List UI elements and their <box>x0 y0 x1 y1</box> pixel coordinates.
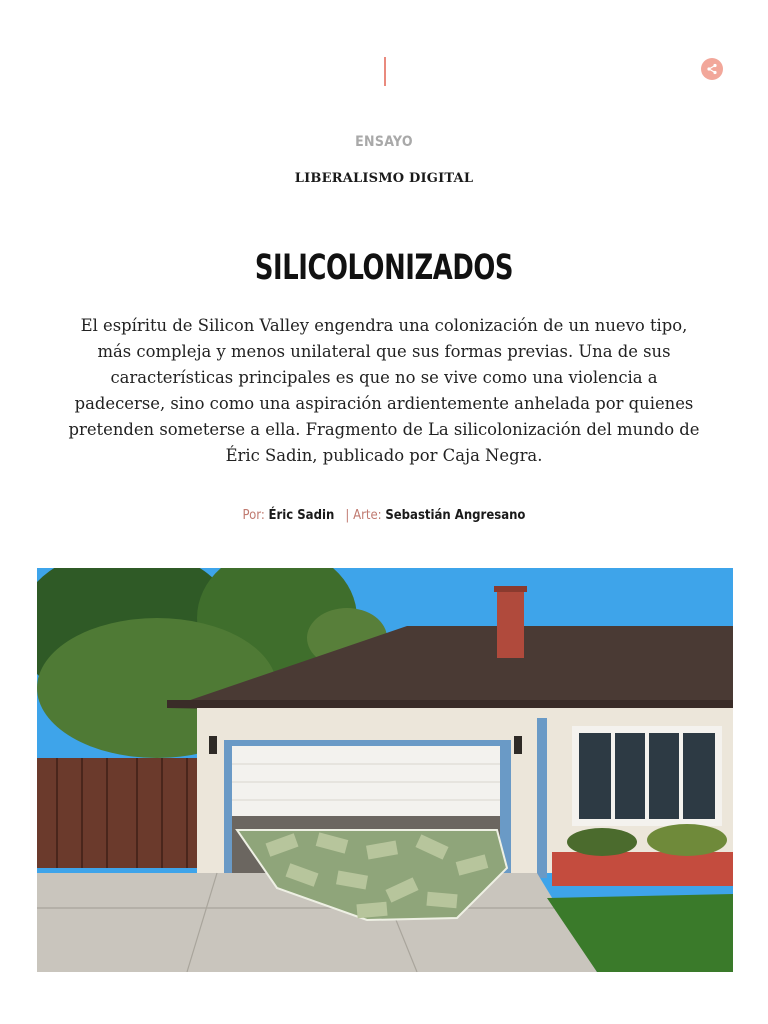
article-summary: El espíritu de Silicon Valley engendra una colonización de un nuevo tipo, más compleja y menos unilateral que sus formas previas. Una de sus características principales es que no se vive como una violencia a padecerse, sino como una aspiración ardientemente anhelada por quienes pretenden someterse a ella. Fragmento de La silicolonización del mundo de Éric Sadin, publicado por Caja Negra. <box>68 316 700 465</box>
article-title: SILICOLONIZADOS <box>254 248 514 288</box>
art-label: | Arte: <box>345 508 382 523</box>
section-label: ENSAYO <box>355 134 413 150</box>
category-link[interactable]: LIBERALISMO DIGITAL <box>294 171 474 186</box>
share-icon <box>706 63 718 75</box>
article-credits <box>0 508 768 523</box>
share-button[interactable] <box>701 58 723 80</box>
artist-name[interactable]: Sebastián Angresano <box>385 508 526 523</box>
header-divider <box>384 57 386 86</box>
hero-image <box>37 568 733 972</box>
author-label: Por: <box>242 508 265 523</box>
author-name[interactable]: Éric Sadin <box>268 508 335 523</box>
